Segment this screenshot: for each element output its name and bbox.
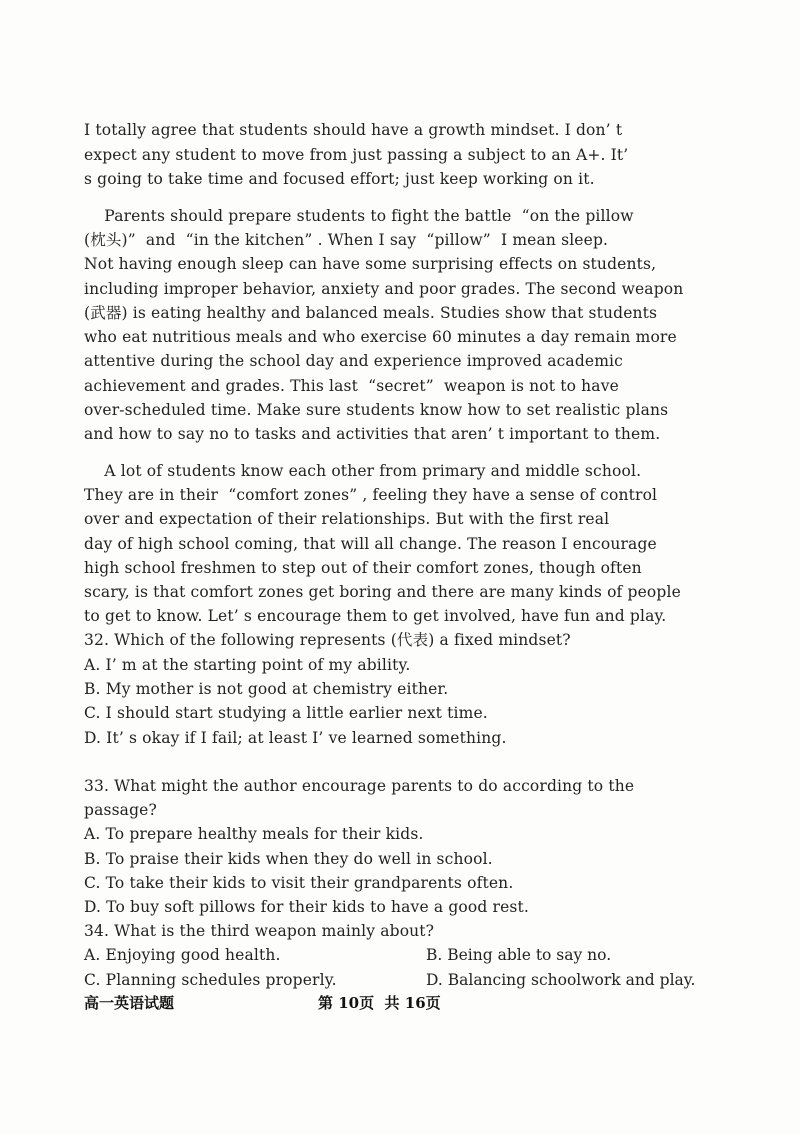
question-34-option-a: A. Enjoying good health. [84,946,281,964]
passage-p3-line: to get to know. Let’ s encourage them to get involved, have fun and play. [84,607,667,625]
passage-p1-line: expect any student to move from just passing a subject to an A+. It’ [84,146,629,164]
passage-p3-line: scary, is that comfort zones get boring and there are many kinds of people [84,583,681,601]
passage-p3-line: day of high school coming, that will all change. The reason I encourage [84,535,657,553]
question-34-stem: 34. What is the third weapon mainly about? [84,922,435,940]
question-33-option-a: A. To prepare healthy meals for their kids. [84,825,424,843]
passage-p3-line: They are in their “comfort zones” , feeling they have a sense of control [84,486,658,504]
passage-p3-line: A lot of students know each other from primary and middle school. [84,462,642,480]
passage-p2-line: over-scheduled time. Make sure students know how to set realistic plans [84,401,669,419]
question-34-option-c: C. Planning schedules properly. [84,971,337,989]
question-32-option-a: A. I’ m at the starting point of my ability. [84,656,411,674]
passage-p2-line: (枕头)” and “in the kitchen” . When I say “pillow” I mean sleep. [84,231,609,249]
question-32-option-d: D. It’ s okay if I fail; at least I’ ve learned something. [84,729,507,747]
question-32-option-b: B. My mother is not good at chemistry either. [84,680,449,698]
passage-p2-line: achievement and grades. This last “secret” weapon is not to have [84,377,619,395]
footer-page-number: 第 10页 共 16页 [318,994,441,1012]
footer-exam-title: 高一英语试题 [84,994,175,1012]
passage-p2-line: Parents should prepare students to fight the battle “on the pillow [84,207,634,225]
question-32-option-c: C. I should start studying a little earlier next time. [84,704,488,722]
question-34-option-d: D. Balancing schoolwork and play. [426,971,696,989]
passage-p2-line: and how to say no to tasks and activities that aren’ t important to them. [84,425,661,443]
passage-p1-line: I totally agree that students should have a growth mindset. I don’ t [84,121,623,139]
passage-p2-line: Not having enough sleep can have some surprising effects on students, [84,255,657,273]
passage-p1-line: s going to take time and focused effort; just keep working on it. [84,170,595,188]
question-34-option-b: B. Being able to say no. [426,946,612,964]
passage-p2-line: who eat nutritious meals and who exercise 60 minutes a day remain more [84,328,677,346]
question-33-stem-cont: passage? [84,801,157,819]
question-33-stem: 33. What might the author encourage parents to do according to the [84,777,635,795]
passage-p2-line: attentive during the school day and experience improved academic [84,352,623,370]
question-33-option-c: C. To take their kids to visit their grandparents often. [84,874,514,892]
question-33-option-b: B. To praise their kids when they do well in school. [84,850,493,868]
passage-p2-line: including improper behavior, anxiety and poor grades. The second weapon [84,280,684,298]
passage-p3-line: high school freshmen to step out of their comfort zones, though often [84,559,642,577]
question-32-stem: 32. Which of the following represents (代表) a fixed mindset? [84,631,571,649]
passage-p2-line: (武器) is eating healthy and balanced meals. Studies show that students [84,304,658,322]
question-33-option-d: D. To buy soft pillows for their kids to have a good rest. [84,898,529,916]
passage-p3-line: over and expectation of their relationships. But with the first real [84,510,610,528]
